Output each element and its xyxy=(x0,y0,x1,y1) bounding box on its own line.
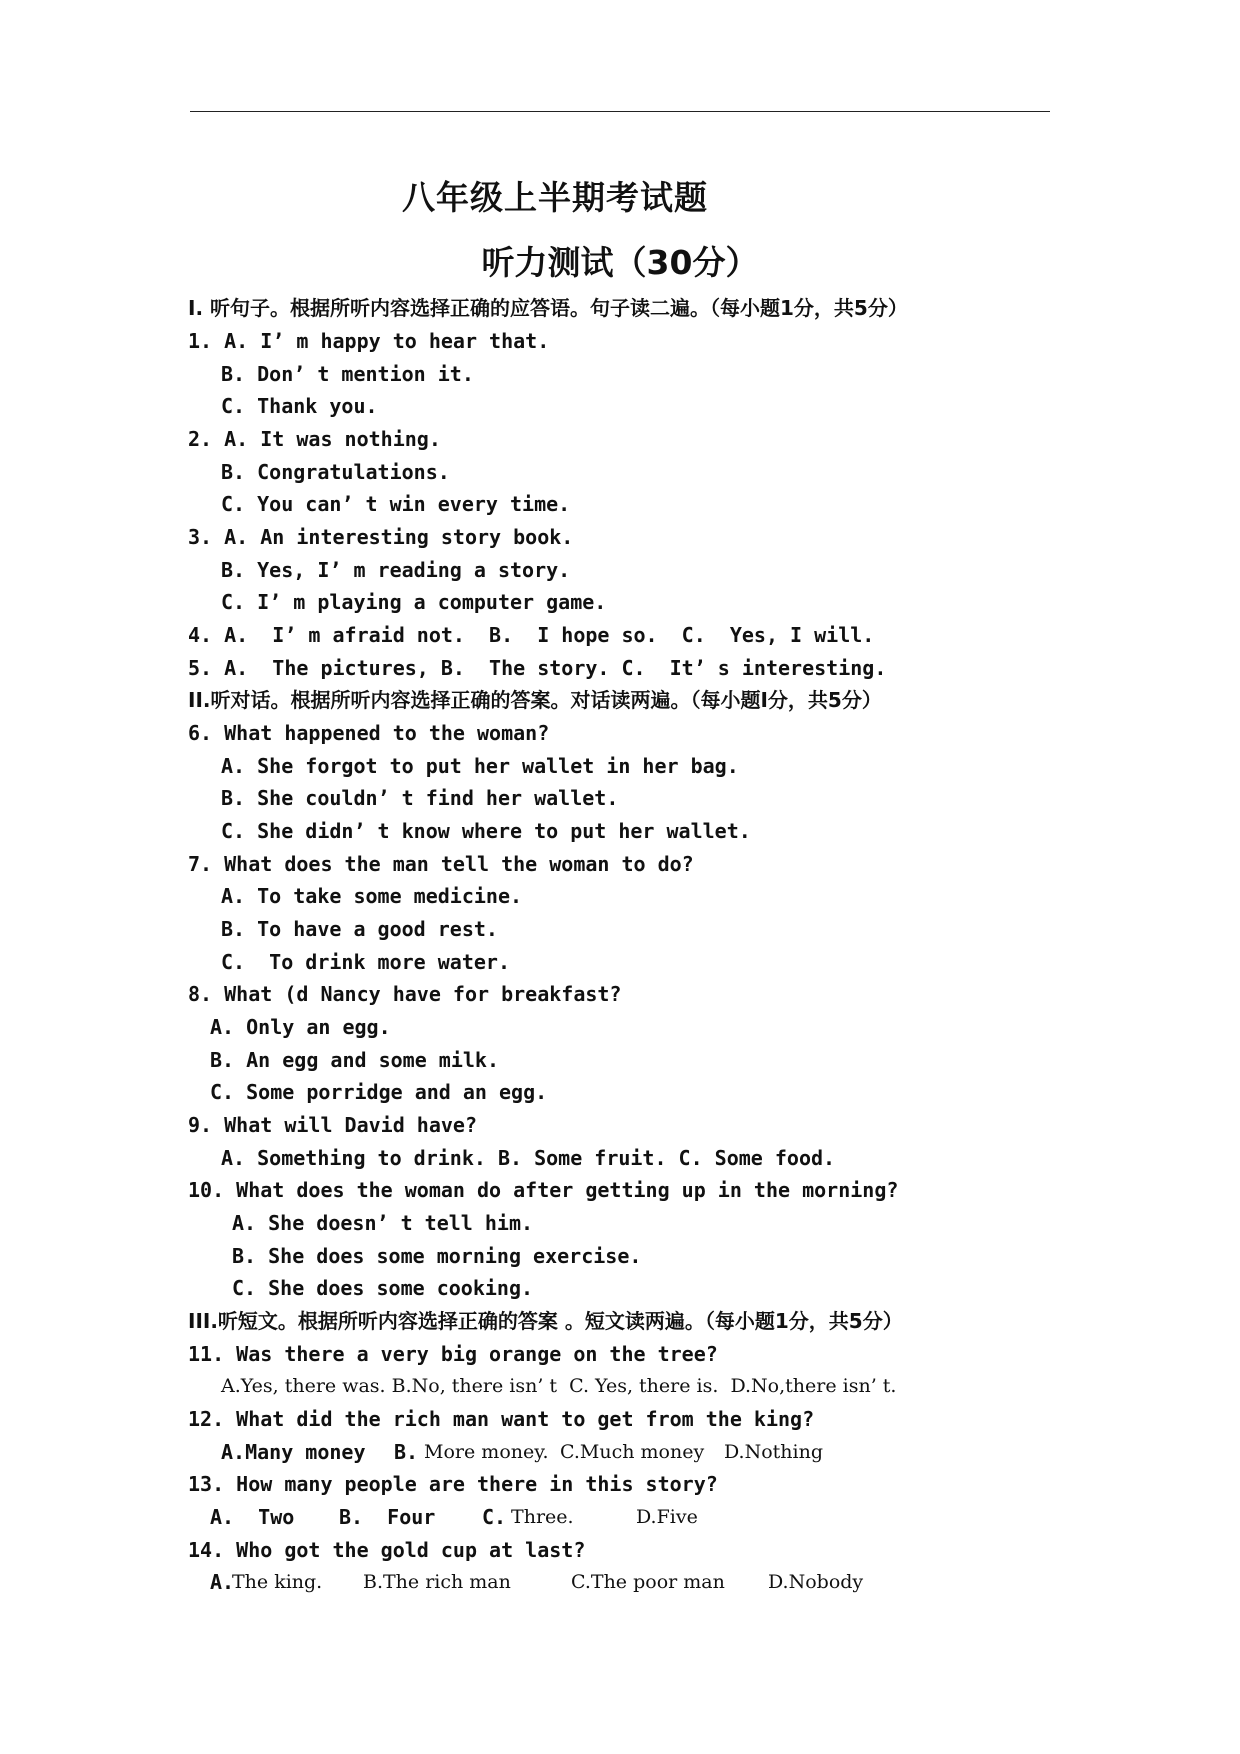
q10-option-a: A. She doesn’ t tell him. xyxy=(232,1211,534,1235)
q13-option-c-label: C. xyxy=(482,1505,507,1529)
q12-option-d: D.Nothing xyxy=(724,1441,824,1463)
q11-question: 11. Was there a very big orange on the tree? xyxy=(188,1342,718,1366)
q7-option-c: C. To drink more water. xyxy=(221,950,510,974)
q14-option-d: D.Nobody xyxy=(768,1571,864,1593)
q3-option-c: C. I’ m playing a computer game. xyxy=(221,590,607,614)
q2-option-a: 2. A. It was nothing. xyxy=(188,427,441,451)
q1-option-c: C. Thank you. xyxy=(221,394,378,418)
q10-question: 10. What does the woman do after getting up in the morning? xyxy=(188,1178,899,1202)
q14-option-c: C.The poor man xyxy=(571,1571,725,1593)
part1-instruction: I. 听句子。根据所听内容选择正确的应答语。句子读二遍。（每小题1分，共5分） xyxy=(188,296,908,320)
q9-options: A. Something to drink. B. Some fruit. C. Some food. xyxy=(221,1146,836,1170)
q3-option-a: 3. A. An interesting story book. xyxy=(188,525,574,549)
q10-option-b: B. She does some morning exercise. xyxy=(232,1244,642,1268)
q7-question: 7. What does the man tell the woman to do? xyxy=(188,852,694,876)
q13-option-a: A. Two xyxy=(210,1505,295,1529)
section-heading: 听力测试（30分） xyxy=(481,243,759,282)
q1-option-b: B. Don’ t mention it. xyxy=(221,362,474,386)
q14-option-a: The king. xyxy=(232,1571,323,1593)
q8-option-c: C. Some porridge and an egg. xyxy=(210,1080,548,1104)
q8-option-a: A. Only an egg. xyxy=(210,1015,391,1039)
q8-option-b: B. An egg and some milk. xyxy=(210,1048,499,1072)
q6-option-c: C. She didn’ t know where to put her wallet. xyxy=(221,819,751,843)
q13-question: 13. How many people are there in this story? xyxy=(188,1472,718,1496)
q13-option-b: B. Four xyxy=(339,1505,436,1529)
q12-option-a: A.Many money xyxy=(221,1440,366,1464)
q12-option-b-label: B. xyxy=(394,1440,419,1464)
q11-options: A.Yes, there was. B.No, there isn’ t C. Yes, there is. D.No,there isn’ t. xyxy=(221,1375,897,1397)
part2-instruction: II.听对话。根据所听内容选择正确的答案。对话读两遍。（每小题I分，共5分） xyxy=(188,688,882,712)
q4-options: 4. A. I’ m afraid not. B. I hope so. C. Yes, I will. xyxy=(188,623,875,647)
q12-option-c: C.Much money xyxy=(560,1441,705,1463)
q7-option-b: B. To have a good rest. xyxy=(221,917,498,941)
q6-question: 6. What happened to the woman? xyxy=(188,721,550,745)
q13-option-d: D.Five xyxy=(636,1506,698,1528)
q6-option-a: A. She forgot to put her wallet in her bag. xyxy=(221,754,739,778)
q6-option-b: B. She couldn’ t find her wallet. xyxy=(221,786,619,810)
part3-instruction: III.听短文。根据所听内容选择正确的答案 。短文读两遍。（每小题1分，共5分） xyxy=(188,1309,903,1333)
q5-options: 5. A. The pictures, B. The story. C. It’ s interesting. xyxy=(188,656,887,680)
q2-option-b: B. Congratulations. xyxy=(221,460,450,484)
q12-option-b: More money. xyxy=(418,1441,549,1463)
q9-question: 9. What will David have? xyxy=(188,1113,477,1137)
q2-option-c: C. You can’ t win every time. xyxy=(221,492,571,516)
q14-option-a-label: A. xyxy=(210,1570,235,1594)
q12-question: 12. What did the rich man want to get from the king? xyxy=(188,1407,815,1431)
q8-question: 8. What (d Nancy have for breakfast? xyxy=(188,982,622,1006)
q10-option-c: C. She does some cooking. xyxy=(232,1276,534,1300)
q14-option-b: B.The rich man xyxy=(363,1571,511,1593)
q1-option-a: 1. A. I’ m happy to hear that. xyxy=(188,329,550,353)
q13-option-c: Three. xyxy=(505,1506,574,1528)
page-title: 八年级上半期考试题 xyxy=(402,178,708,217)
header-rule xyxy=(190,111,1050,112)
q7-option-a: A. To take some medicine. xyxy=(221,884,523,908)
q3-option-b: B. Yes, I’ m reading a story. xyxy=(221,558,571,582)
q14-question: 14. Who got the gold cup at last? xyxy=(188,1538,586,1562)
